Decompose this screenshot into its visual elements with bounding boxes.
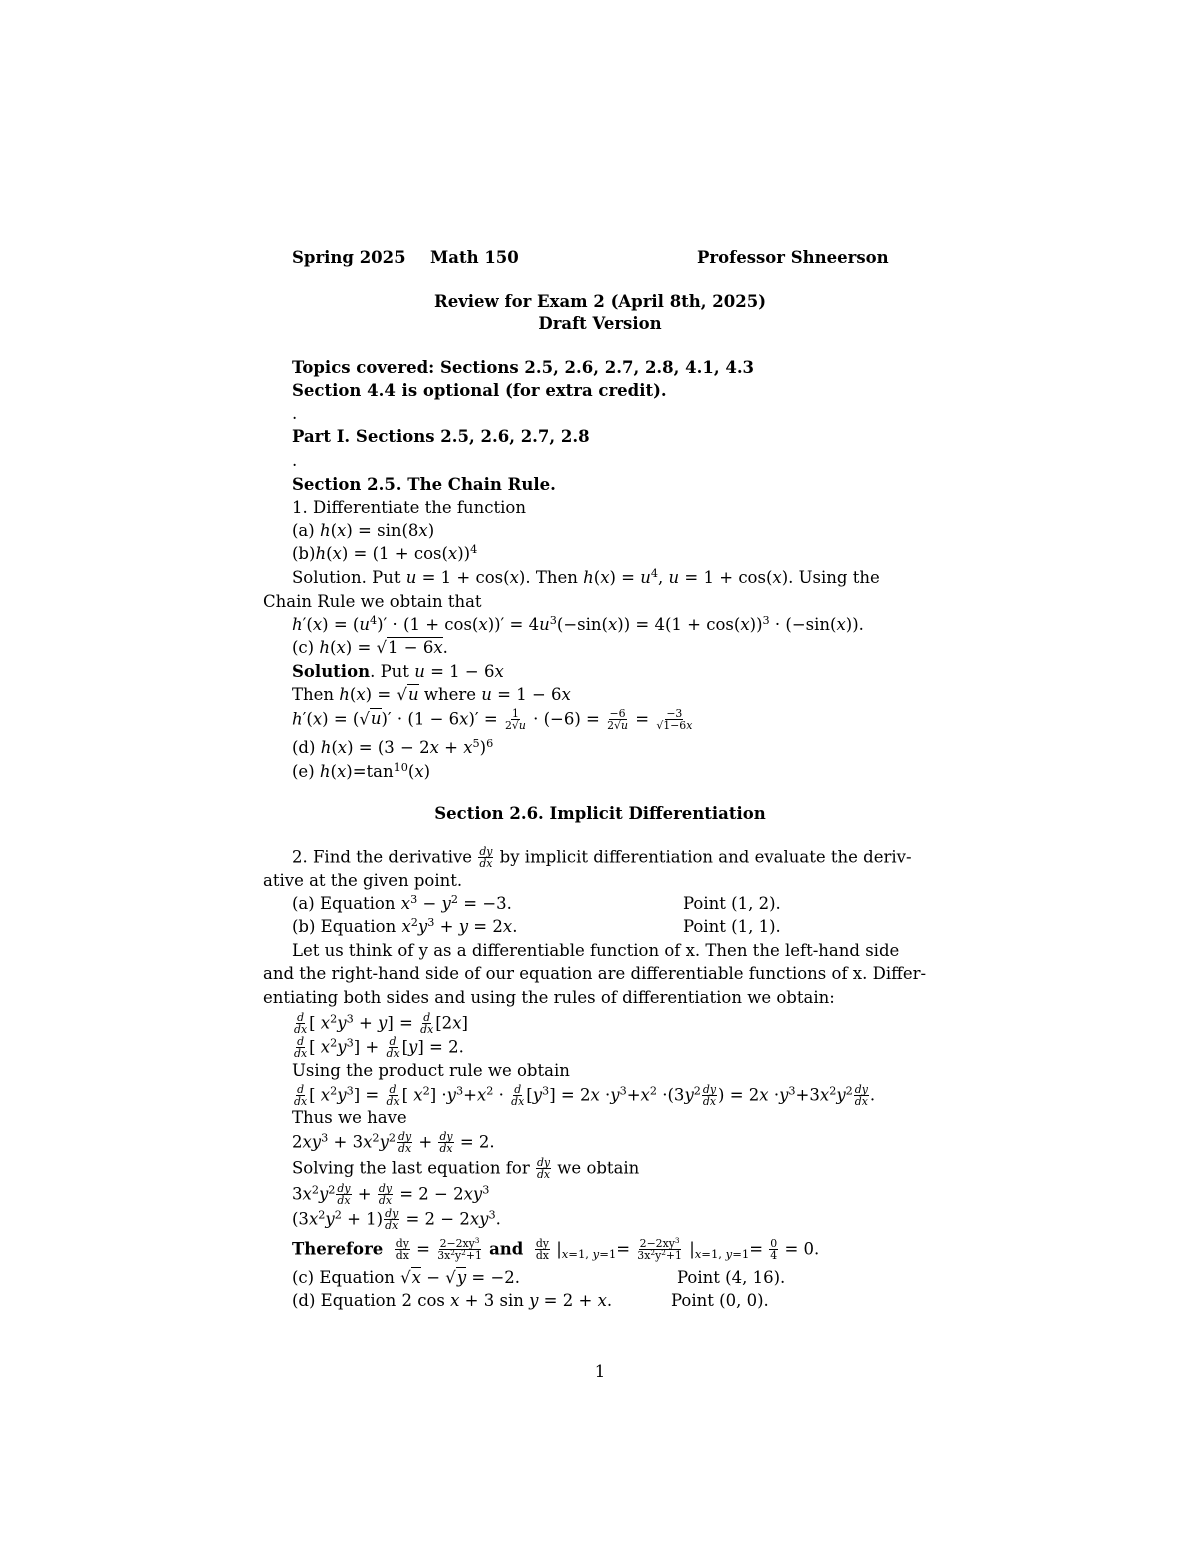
equation-line: $\frac{d}{dx}$ [ $x^2y^3$] + $\frac{d}{dx}$ [y] = 2. (294, 1035, 464, 1061)
part-label: (b) Equation (292, 917, 402, 936)
part-label: (b) (292, 544, 316, 563)
problem-part-b: $(b)h(x) = (1 + \cos(x))^4$ (292, 542, 478, 563)
solution-line: Solution. Put u = 1 + cos(x). Then $h(x) = u^4$, u = 1 + cos(x). Using the (292, 566, 880, 587)
part-label: (c) Equation (292, 1268, 401, 1287)
solution-text: Chain Rule we obtain that (263, 592, 482, 611)
part-label: (d) Equation (292, 1291, 402, 1310)
problem-text: 2. Find the derivative (292, 847, 478, 867)
equation-line: Therefore $\frac{dy}{dx}$ = $\frac{2-2xy^3}{3x^2y^2+1}$ and $\frac{dy}{dx}$ $|_{x=1, y=1}=$ $\frac{2-2xy^3}{3x^2y^2+1}$ $|_{x=1, y=1}=$ $\frac{0}{4}$ = 0. (292, 1235, 820, 1263)
solution-text: . Put (370, 662, 415, 681)
problem-part-d: (d) Equation 2 cos x + 3 sin y = 2 + x. (292, 1291, 613, 1310)
page-number: 1 (594, 1362, 606, 1381)
explanation-text: Let us think of y as a differentiable function of x. Then the left-hand side (292, 941, 900, 960)
header-professor: Professor Shneerson (697, 248, 889, 267)
equation-line: h′(x) = (√u)′ · (1 − 6x)′ = $\frac{1}{2√u}$ · (−6) = $\frac{-6}{2√u}$ = $\frac{-3}{√1-6x}$ (292, 707, 693, 733)
explanation-text: and the right-hand side of our equation are differentiable functions of x. Differ- (263, 964, 927, 983)
header-course: Math 150 (430, 248, 519, 267)
problem-part-e: (e) $h(x)=\tan^{10}(x)$ (292, 760, 431, 781)
equation-line: $(3x^2y^2 + 1)$ $\frac{dy}{dx}$ = $2 - 2xy^3$. (292, 1207, 501, 1233)
problem-part-c: (c) Equation √x − √y = −2. (292, 1268, 521, 1287)
document-subtitle: Draft Version (538, 314, 662, 333)
problem-part-c: (c) h(x) = √1 − 6x. (292, 638, 448, 657)
explanation-text: we obtain (552, 1158, 640, 1178)
equation-line: $\frac{d}{dx}$ [ $x^2y^3 + y$] = $\frac{d}{dx}$ [2x] (294, 1011, 468, 1037)
emphasis-label: and (489, 1239, 524, 1259)
equation-line: $h'(x) = (u^4)' \cdot (1 + \cos(x))' = 4u^3(-\sin(x)) = 4(1 + \cos(x))^3 \cdot (-\sin(x))$. (292, 613, 864, 634)
solution-line: Solution. Put u = 1 − 6x (292, 662, 504, 681)
part-label: (a) (292, 521, 320, 540)
point-d: Point (0, 0). (671, 1291, 769, 1310)
header-term: Spring 2025 (292, 248, 406, 267)
solution-text: Then (292, 685, 340, 704)
solution-text: where (418, 685, 482, 704)
equation-line: $3x^2y^2$ $\frac{dy}{dx}$ + $\frac{dy}{dx}$ = $2 - 2xy^3$ (292, 1182, 490, 1208)
explanation-line: Solving the last equation for $\frac{dy}{dx}$ we obtain (292, 1156, 640, 1182)
emphasis-label: Therefore (292, 1239, 384, 1259)
solution-label: Solution (292, 662, 371, 681)
problem-part-a: (a) h(x) = sin(8x) (292, 521, 435, 540)
section-heading: Section 2.6. Implicit Differentiation (434, 804, 766, 823)
part-label: (a) Equation (292, 894, 401, 913)
part-label: (e) (292, 762, 320, 781)
problem-part-a: (a) Equation $x^3 - y^2 = -3$. (292, 892, 512, 913)
topics-covered: Topics covered: Sections 2.5, 2.6, 2.7, 2.8, 4.1, 4.3 (292, 358, 755, 377)
solution-text: Then (535, 568, 584, 587)
topics-optional: Section 4.4 is optional (for extra credit). (292, 381, 667, 400)
part-label: (c) (292, 638, 320, 657)
solution-line: Then h(x) = √u where u = 1 − 6x (292, 685, 571, 704)
separator-dot: . (292, 404, 298, 423)
solution-text: Solution. Put (292, 568, 406, 587)
equation-line: $\frac{d}{dx}$ [ $x^2y^3$] = $\frac{d}{dx}$ [ $x^2] \cdot y^3+x^2$ · $\frac{d}{dx}$ $[y^3] = 2x \cdot y^3+x^2 \cdot(3y^2$ $\frac{dy}{dx}$ ) = $2x \cdot y^3+3x^2y^2$ $\frac{dy}{dx}$ . (294, 1083, 876, 1109)
explanation-text: Solving the last equation for (292, 1158, 535, 1178)
point-c: Point (4, 16). (677, 1268, 786, 1287)
point-b: Point (1, 1). (683, 917, 781, 936)
explanation-text: Using the product rule we obtain (292, 1061, 570, 1080)
explanation-text: Thus we have (292, 1108, 407, 1127)
problem-text: by implicit differentiation and evaluate the deriv- (494, 847, 912, 867)
equation-line: $2xy^3 + 3x^2y^2$ $\frac{dy}{dx}$ + $\frac{dy}{dx}$ = 2. (292, 1130, 495, 1156)
problem-part-b: (b) Equation $x^2y^3 + y = 2x$. (292, 915, 518, 936)
section-heading: Section 2.5. The Chain Rule. (292, 475, 556, 494)
solution-text: Using the (798, 568, 880, 587)
problem-part-d: (d) $h(x) = (3 - 2x + x^5)^6$ (292, 736, 494, 757)
explanation-text: entiating both sides and using the rules of differentiation we obtain: (263, 988, 835, 1007)
problem-text: ative at the given point. (263, 871, 463, 890)
problem-statement: 1. Differentiate the function (292, 498, 526, 517)
document-title: Review for Exam 2 (April 8th, 2025) (433, 292, 767, 311)
point-a: Point (1, 2). (683, 894, 781, 913)
separator-dot: . (292, 451, 298, 470)
part-heading: Part I. Sections 2.5, 2.6, 2.7, 2.8 (292, 427, 590, 446)
problem-statement: 2. Find the derivative $\frac{dy}{dx}$ by implicit differentiation and evaluate the deriv- (292, 845, 912, 871)
part-label: (d) (292, 738, 321, 757)
